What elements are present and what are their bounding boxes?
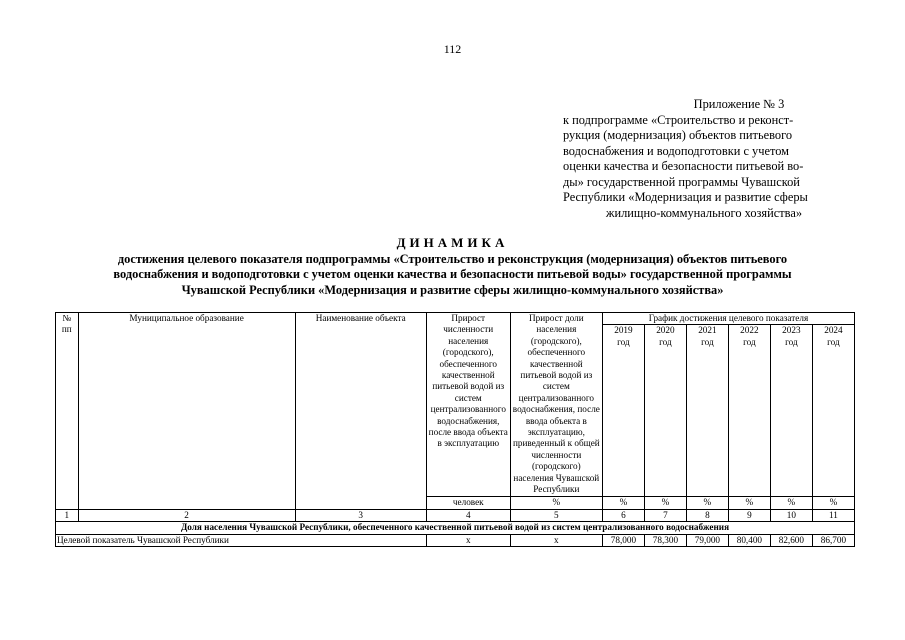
header-growth-share: Прирост доли населения (городского), обеспеченного качественной питьевой водой из систем централизованного водоснабжения, после ввода объекта в эксплуатацию, приведенный к общей численности (городского) населения Чувашской Республики <box>510 313 602 497</box>
heading-line: Чувашской Республики «Модернизация и развитие сферы жилищно-коммунального хозяйства» <box>181 282 724 297</box>
document-heading <box>0 235 905 298</box>
header-year: 2024 год <box>812 325 854 497</box>
heading-line: водоснабжения и водоподготовки с учетом оценки качества и безопасности питьевой воды» государственной программы <box>113 267 792 281</box>
column-number: 7 <box>644 509 686 521</box>
appendix-line: Республики «Модернизация и развитие сферы <box>563 190 808 204</box>
page-number: 112 <box>443 42 462 56</box>
column-number: 6 <box>602 509 644 521</box>
unit-growth-count: человек <box>426 497 510 509</box>
column-number: 5 <box>510 509 602 521</box>
header-growth-count: Прирост численности населения (городского), обеспеченного качественной питьевой водой из систем централизованного водоснабжения, после ввода объекта в эксплуатацию <box>426 313 510 497</box>
header-schedule: График достижения целевого показателя <box>602 313 854 325</box>
indicator-table <box>55 312 855 547</box>
column-number: 8 <box>686 509 728 521</box>
unit-year: % <box>812 497 854 509</box>
table-header-row <box>56 313 855 325</box>
column-number: 10 <box>770 509 812 521</box>
column-number: 2 <box>78 509 295 521</box>
appendix-line: жилищно-коммунального хозяйства» <box>605 205 803 220</box>
appendix-line: ды» государственной программы Чувашской <box>563 174 800 189</box>
column-number: 1 <box>56 509 79 521</box>
unit-year: % <box>728 497 770 509</box>
unit-year: % <box>644 497 686 509</box>
column-number: 9 <box>728 509 770 521</box>
header-year: 2020 год <box>644 325 686 497</box>
table-units-row <box>56 497 855 509</box>
header-year: 2021 год <box>686 325 728 497</box>
column-number: 4 <box>426 509 510 521</box>
appendix-line: к подпрограмме «Строительство и реконст- <box>563 112 794 127</box>
section-title: Доля населения Чувашской Республики, обеспеченного качественной питьевой водой из систем централизованного водоснабжения <box>56 522 855 534</box>
header-year: 2022 год <box>728 325 770 497</box>
row-value: 78,300 <box>644 534 686 546</box>
header-object: Наименование объекта <box>295 313 426 497</box>
row-value: 86,700 <box>812 534 854 546</box>
unit-year: % <box>686 497 728 509</box>
column-number: 3 <box>295 509 426 521</box>
header-num: № пп <box>56 313 79 497</box>
column-number-row <box>56 509 855 521</box>
appendix-line: рукция (модернизация) объектов питьевого <box>563 128 793 142</box>
section-title-row <box>56 522 855 534</box>
header-year: 2023 год <box>770 325 812 497</box>
appendix-title: Приложение № 3 <box>693 97 785 111</box>
unit-growth-share: % <box>510 497 602 509</box>
header-year: 2019 год <box>602 325 644 497</box>
unit-year: % <box>770 497 812 509</box>
heading-line: достижения целевого показателя подпрограммы «Строительство и реконструкция (модернизация) объектов питьевого <box>117 251 788 266</box>
row-value: 80,400 <box>728 534 770 546</box>
row-label: Целевой показатель Чувашской Республики <box>56 534 427 546</box>
appendix-block <box>563 97 845 221</box>
column-number: 11 <box>812 509 854 521</box>
table-row <box>56 534 855 546</box>
row-growth-share: x <box>510 534 602 546</box>
heading-title: ДИНАМИКА <box>396 235 509 250</box>
header-municipality: Муниципальное образование <box>78 313 295 497</box>
row-value: 82,600 <box>770 534 812 546</box>
unit-year: % <box>602 497 644 509</box>
appendix-line: оценки качества и безопасности питьевой во- <box>563 159 804 173</box>
row-value: 79,000 <box>686 534 728 546</box>
row-value: 78,000 <box>602 534 644 546</box>
appendix-line: водоснабжения и водоподготовки с учетом <box>563 143 790 158</box>
row-growth-count: x <box>426 534 510 546</box>
